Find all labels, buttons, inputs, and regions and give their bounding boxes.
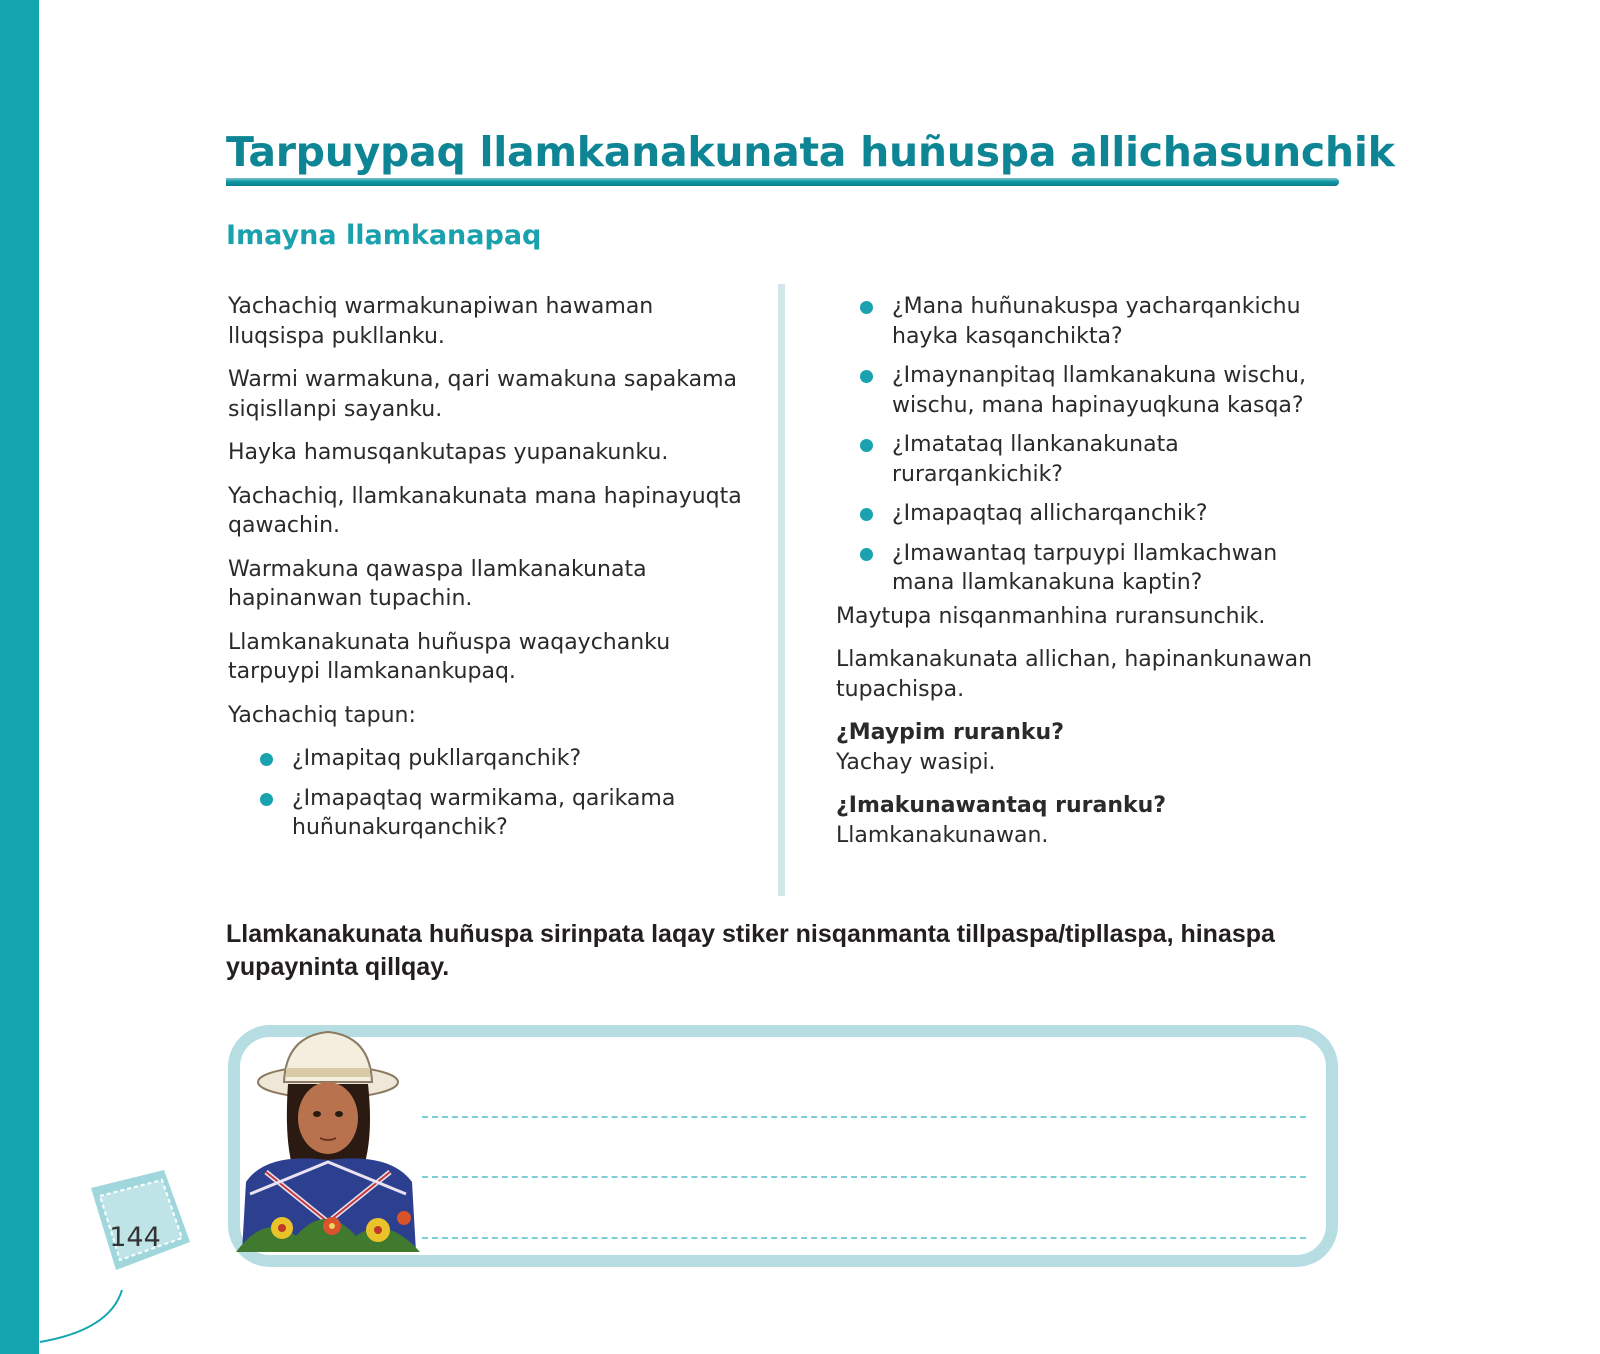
kite-string-icon (30, 1290, 130, 1354)
answer-line-3[interactable] (422, 1237, 1306, 1239)
qa-block (836, 791, 1336, 850)
paragraph: Hayka hamusqankutapas yupanakunku. (228, 440, 669, 465)
answer-text: Llamkanakunawan. (836, 822, 1049, 848)
answer-text: Yachay wasipi. (836, 749, 996, 775)
paragraph: Yachachiq tapun: (228, 702, 416, 728)
list-item-text: ¿Imatataq llankanakunata rurarqankichik? (892, 432, 1179, 487)
list-item (228, 784, 748, 843)
question-heading: ¿Imakunawantaq ruranku? (836, 793, 1167, 818)
list-item (828, 430, 1336, 489)
list-item (828, 361, 1336, 420)
paragraph: Warmi warmakuna, qari wamakuna sapakama siqisllanpi sayanku. (228, 367, 738, 422)
paragraph: Yachachiq, llamkanakunata mana hapinayuqta qawachin. (228, 483, 742, 538)
bullet-dot-icon (260, 793, 273, 806)
bullet-dot-icon (860, 548, 873, 561)
activity-instruction: Llamkanakunata huñuspa sirinpata laqay stiker nisqanmanta tillpaspa/tipllaspa, hinaspa yupayninta qillqay. (226, 920, 1275, 981)
list-item (828, 499, 1336, 529)
paragraph: Llamkanakunata allichan, hapinankunawan tupachispa. (836, 647, 1313, 702)
paragraph: Llamkanakunata huñuspa waqaychanku tarpuypi llamkanankupaq. (228, 629, 671, 684)
left-column (228, 292, 748, 853)
list-item-text: ¿Imapitaq pukllarqanchik? (292, 746, 582, 771)
list-item-text: ¿Imawantaq tarpuypi llamkachwan mana llamkanakuna kaptin? (892, 540, 1278, 595)
page-number: 144 (109, 1222, 161, 1253)
bullet-dot-icon (260, 753, 273, 766)
question-list (228, 744, 748, 843)
paragraph: Maytupa nisqanmanhina ruransunchik. (836, 603, 1266, 629)
list-item (828, 292, 1336, 351)
bullet-dot-icon (860, 439, 873, 452)
andean-girl-illustration (236, 1022, 424, 1252)
list-item-text: ¿Imaynanpitaq llamkanakuna wischu, wischu, mana hapinayuqkuna kasqa? (892, 363, 1306, 418)
list-item (828, 539, 1336, 598)
paragraph: Warmakuna qawaspa llamkanakunata hapinanwan tupachin. (228, 556, 647, 611)
answer-line-1[interactable] (422, 1116, 1306, 1118)
bullet-dot-icon (860, 301, 873, 314)
list-item (228, 744, 748, 774)
list-item-text: ¿Imapaqtaq warmikama, qarikama huñunakurqanchik? (292, 785, 676, 840)
right-column (836, 292, 1336, 864)
list-item-text: ¿Imapaqtaq allicharqanchik? (892, 501, 1208, 526)
section-subtitle: Imayna llamkanapaq (226, 220, 542, 251)
bullet-dot-icon (860, 370, 873, 383)
column-divider (778, 284, 785, 896)
question-list (828, 292, 1336, 598)
title-underline (226, 178, 1339, 186)
page-title: Tarpuypaq llamkanakunata huñuspa allichasunchik (226, 128, 1395, 176)
list-item-text: ¿Mana huñunakuspa yacharqankichu hayka kasqanchikta? (892, 294, 1301, 349)
side-accent-bar (0, 0, 39, 1354)
paragraph: Yachachiq warmakunapiwan hawaman lluqsispa pukllanku. (228, 294, 654, 349)
qa-block (836, 718, 1336, 777)
answer-line-2[interactable] (422, 1176, 1306, 1178)
bullet-dot-icon (860, 508, 873, 521)
question-heading: ¿Maypim ruranku? (836, 720, 1064, 745)
